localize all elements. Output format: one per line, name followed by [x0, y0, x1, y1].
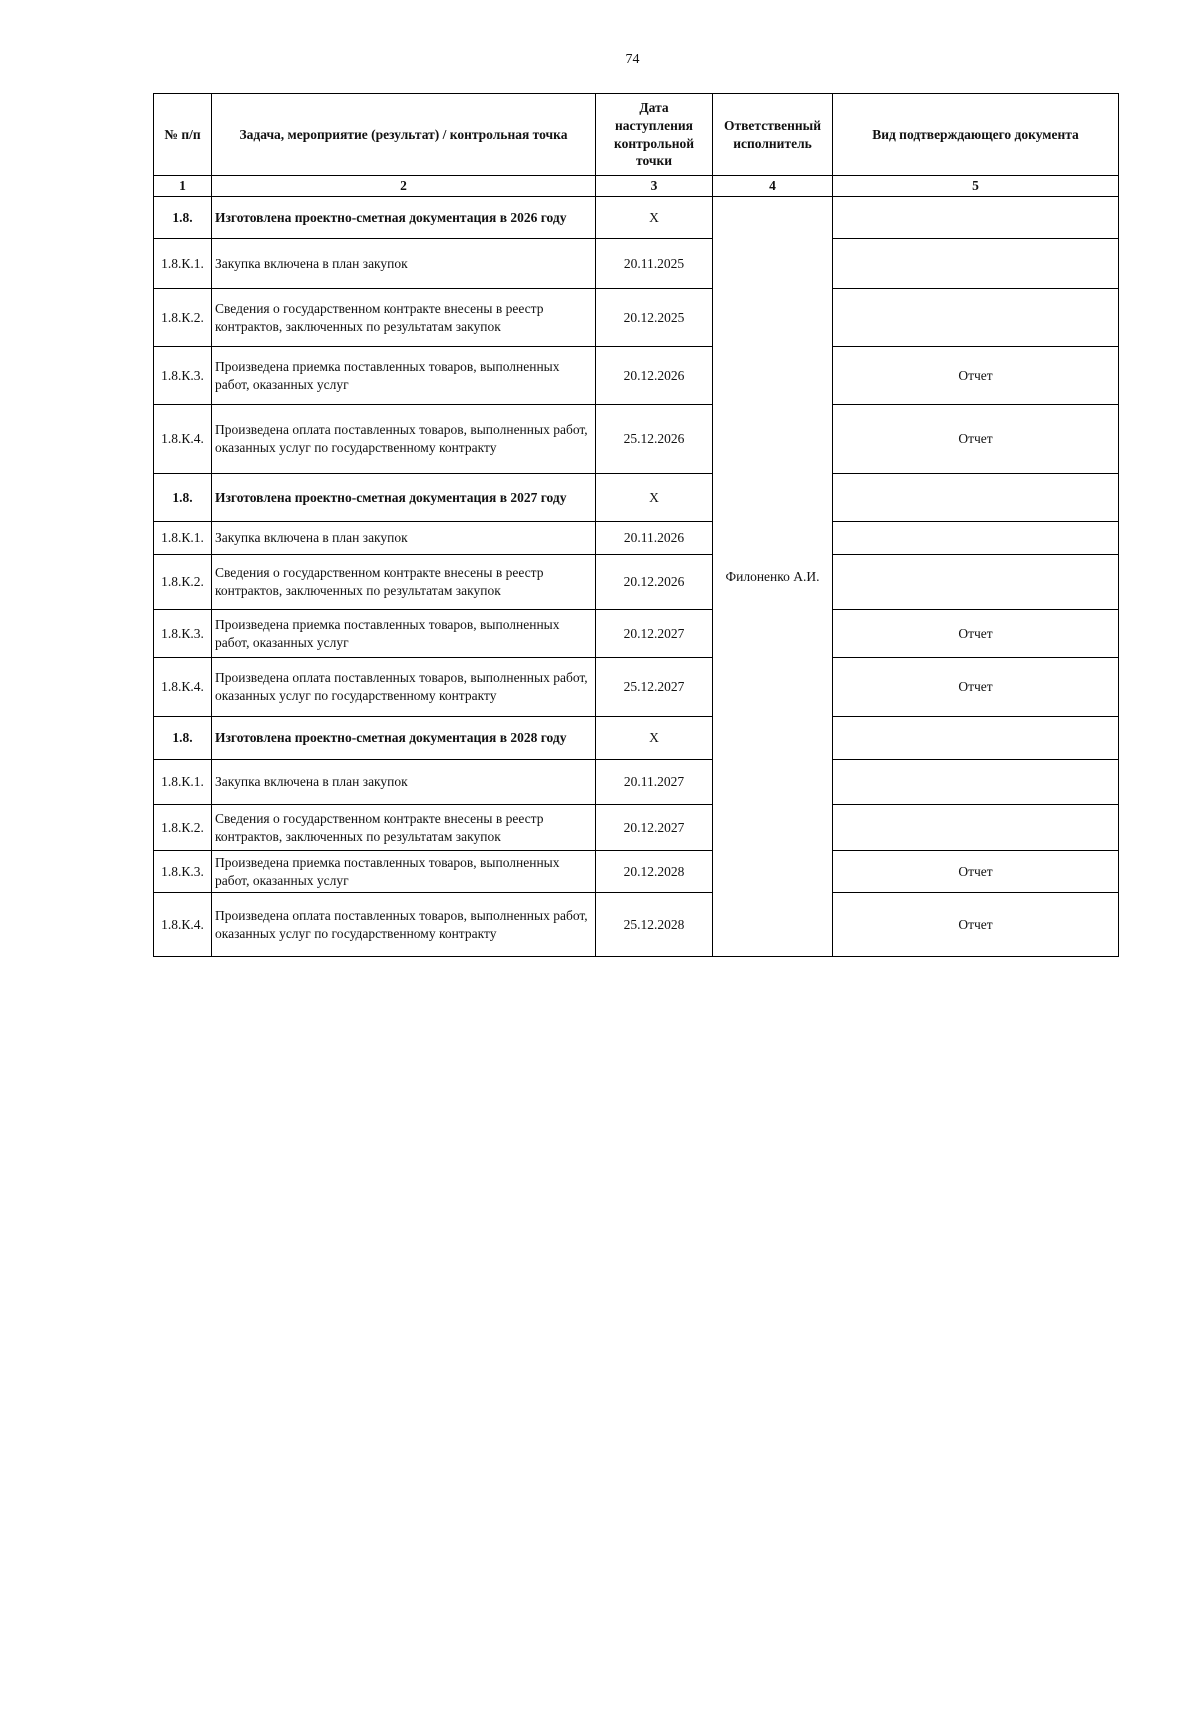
row-num: 1.8.К.2. [154, 805, 212, 851]
column-index: 3 [596, 176, 713, 197]
row-doc [833, 805, 1119, 851]
column-index-row [154, 176, 1119, 197]
row-task: Закупка включена в план закупок [212, 239, 596, 289]
row-date: X [596, 717, 713, 760]
control-points-table [153, 93, 1119, 957]
row-num: 1.8.К.1. [154, 522, 212, 555]
row-date: 20.11.2025 [596, 239, 713, 289]
row-task: Произведена приемка поставленных товаров, выполненных работ, оказанных услуг [212, 347, 596, 405]
row-num: 1.8.К.4. [154, 405, 212, 474]
row-num: 1.8.К.4. [154, 893, 212, 957]
row-num: 1.8. [154, 717, 212, 760]
table-row [154, 197, 1119, 239]
row-task: Закупка включена в план закупок [212, 760, 596, 805]
row-doc: Отчет [833, 347, 1119, 405]
row-date: X [596, 197, 713, 239]
row-num: 1.8. [154, 474, 212, 522]
row-date: X [596, 474, 713, 522]
row-task: Закупка включена в план закупок [212, 522, 596, 555]
row-date: 20.12.2026 [596, 347, 713, 405]
row-doc: Отчет [833, 658, 1119, 717]
table-row [154, 474, 1119, 522]
row-date: 20.11.2027 [596, 760, 713, 805]
row-date: 20.12.2027 [596, 610, 713, 658]
row-task: Произведена оплата поставленных товаров, выполненных работ, оказанных услуг по государственному контракту [212, 893, 596, 957]
row-task: Произведена приемка поставленных товаров, выполненных работ, оказанных услуг [212, 851, 596, 893]
table-row [154, 717, 1119, 760]
column-index: 2 [212, 176, 596, 197]
row-num: 1.8. [154, 197, 212, 239]
row-num: 1.8.К.4. [154, 658, 212, 717]
row-date: 20.12.2027 [596, 805, 713, 851]
row-doc [833, 289, 1119, 347]
column-index: 4 [713, 176, 833, 197]
header-num: № п/п [154, 94, 212, 176]
row-doc: Отчет [833, 405, 1119, 474]
responsible-executor: Филоненко А.И. [713, 197, 833, 957]
row-date: 25.12.2027 [596, 658, 713, 717]
row-doc: Отчет [833, 893, 1119, 957]
row-task: Сведения о государственном контракте внесены в реестр контрактов, заключенных по результатам закупок [212, 555, 596, 610]
row-date: 25.12.2026 [596, 405, 713, 474]
row-num: 1.8.К.1. [154, 760, 212, 805]
row-task: Сведения о государственном контракте внесены в реестр контрактов, заключенных по результатам закупок [212, 805, 596, 851]
table-row [154, 405, 1119, 474]
row-num: 1.8.К.3. [154, 851, 212, 893]
table-row [154, 851, 1119, 893]
row-doc [833, 197, 1119, 239]
row-doc [833, 474, 1119, 522]
table-row [154, 658, 1119, 717]
row-date: 20.12.2028 [596, 851, 713, 893]
row-task: Изготовлена проектно-сметная документация в 2026 году [212, 197, 596, 239]
row-doc: Отчет [833, 851, 1119, 893]
header-doc: Вид подтверждающего документа [833, 94, 1119, 176]
table-row [154, 610, 1119, 658]
row-task: Сведения о государственном контракте внесены в реестр контрактов, заключенных по результатам закупок [212, 289, 596, 347]
row-date: 20.12.2026 [596, 555, 713, 610]
row-task: Изготовлена проектно-сметная документация в 2027 году [212, 474, 596, 522]
row-task: Произведена оплата поставленных товаров, выполненных работ, оказанных услуг по государственному контракту [212, 658, 596, 717]
header-date: Дата наступления контрольной точки [596, 94, 713, 176]
table-row [154, 289, 1119, 347]
table-row [154, 239, 1119, 289]
row-doc [833, 239, 1119, 289]
row-doc [833, 555, 1119, 610]
table-row [154, 893, 1119, 957]
table-row [154, 555, 1119, 610]
row-doc [833, 522, 1119, 555]
table-row [154, 760, 1119, 805]
row-num: 1.8.К.2. [154, 289, 212, 347]
page-number: 74 [625, 52, 640, 67]
row-doc [833, 717, 1119, 760]
table-row [154, 522, 1119, 555]
column-index: 5 [833, 176, 1119, 197]
row-num: 1.8.К.3. [154, 347, 212, 405]
header-row [154, 94, 1119, 176]
row-task: Изготовлена проектно-сметная документация в 2028 году [212, 717, 596, 760]
row-num: 1.8.К.2. [154, 555, 212, 610]
row-num: 1.8.К.3. [154, 610, 212, 658]
row-task: Произведена приемка поставленных товаров, выполненных работ, оказанных услуг [212, 610, 596, 658]
table-row [154, 347, 1119, 405]
row-date: 20.11.2026 [596, 522, 713, 555]
row-date: 20.12.2025 [596, 289, 713, 347]
row-num: 1.8.К.1. [154, 239, 212, 289]
table-row [154, 805, 1119, 851]
row-task: Произведена оплата поставленных товаров, выполненных работ, оказанных услуг по государственному контракту [212, 405, 596, 474]
header-task: Задача, мероприятие (результат) / контрольная точка [212, 94, 596, 176]
column-index: 1 [154, 176, 212, 197]
row-doc [833, 760, 1119, 805]
row-doc: Отчет [833, 610, 1119, 658]
header-responsible: Ответственный исполнитель [713, 94, 833, 176]
row-date: 25.12.2028 [596, 893, 713, 957]
